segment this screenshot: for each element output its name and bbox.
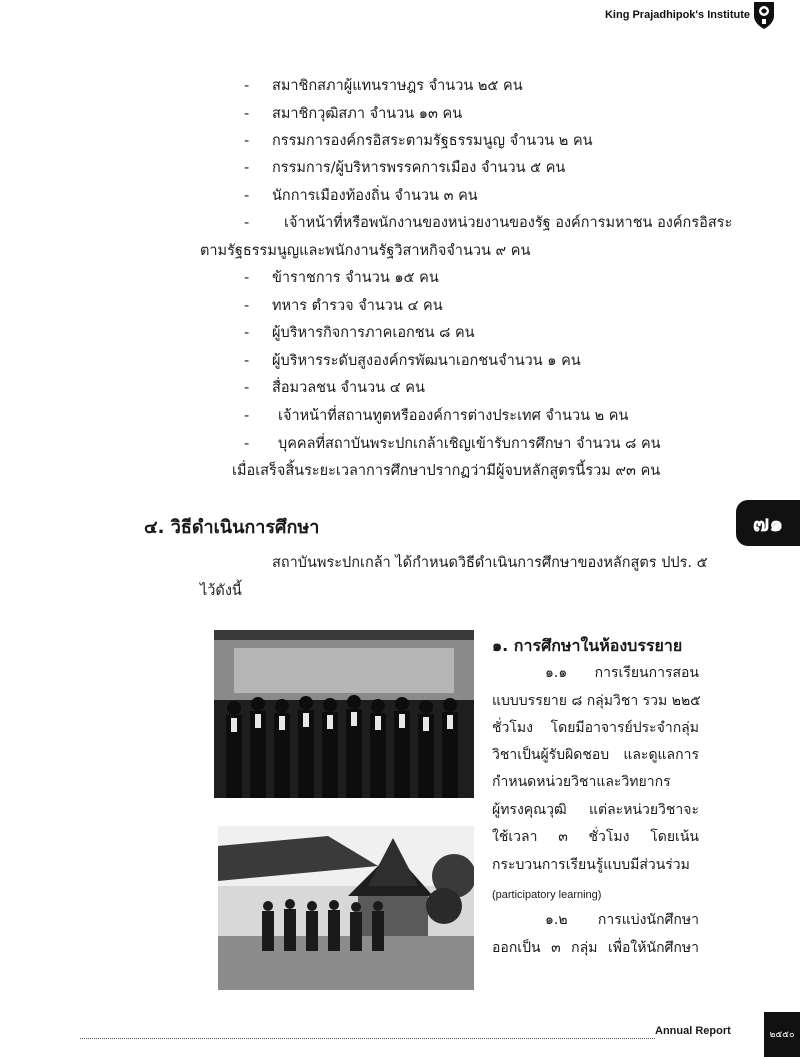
section-intro-cont: ไว้ดังนี้ [200,583,242,599]
subsection-line: ผู้ทรงคุณวุฒิ แต่ละหน่วยวิชาจะ [492,802,699,818]
group-photo-illustration [214,630,474,798]
subsection-line: (participatory learning) [492,889,602,901]
subsection-line: กระบวนการเรียนรู้แบบมีส่วนร่วม [492,857,690,873]
section-intro: สถาบันพระปกเกล้า ได้กำหนดวิธีดำเนินการศึกษาของหลักสูตร ปปร. ๕ [272,555,708,571]
footer-year-block: ๒๕๕๐ [764,1012,800,1057]
subsection-line: ใช้เวลา ๓ ชั่วโมง โดยเน้น [492,829,699,845]
page-number-tab: ๗๑ [736,500,800,546]
pavilion-photo-illustration [218,826,474,990]
group-photo-lecture-hall [214,630,474,798]
group-photo-thai-pavilion [218,826,474,990]
subsection-line: ชั่วโมง โดยมีอาจารย์ประจำกลุ่ม [492,720,699,736]
subsection-line: แบบบรรยาย ๘ กลุ่มวิชา รวม ๒๒๕ [492,693,701,709]
subsection-line: ๑.๑ การเรียนการสอน [545,665,699,681]
list-item-continuation: ตามรัฐธรรมนูญและพนักงานรัฐวิสาหกิจจำนวน ๙ คน [200,243,531,259]
subsection-line: ออกเป็น ๓ กลุ่ม เพื่อให้นักศึกษา [492,940,699,956]
participant-summary: เมื่อเสร็จสิ้นระยะเวลาการศึกษาปรากฏว่ามีผู้จบหลักสูตรนี้รวม ๙๓ คน [232,463,661,479]
footer-label: Annual Report [655,1025,731,1037]
subsection-line: กำหนดหน่วยวิชาและวิทยากร [492,774,671,790]
subsection-line: วิชาเป็นผู้รับผิดชอบ และดูแลการ [492,747,699,763]
header-brand: King Prajadhipok's Institute [604,9,750,21]
institute-crest-icon [752,0,776,30]
footer-rule [80,1038,655,1039]
subsection-heading: ๑. การศึกษาในห้องบรรยาย [492,636,683,655]
subsection-line: ๑.๒ การแบ่งนักศึกษา [545,912,699,928]
section-heading: ๔. วิธีดำเนินการศึกษา [144,517,320,538]
